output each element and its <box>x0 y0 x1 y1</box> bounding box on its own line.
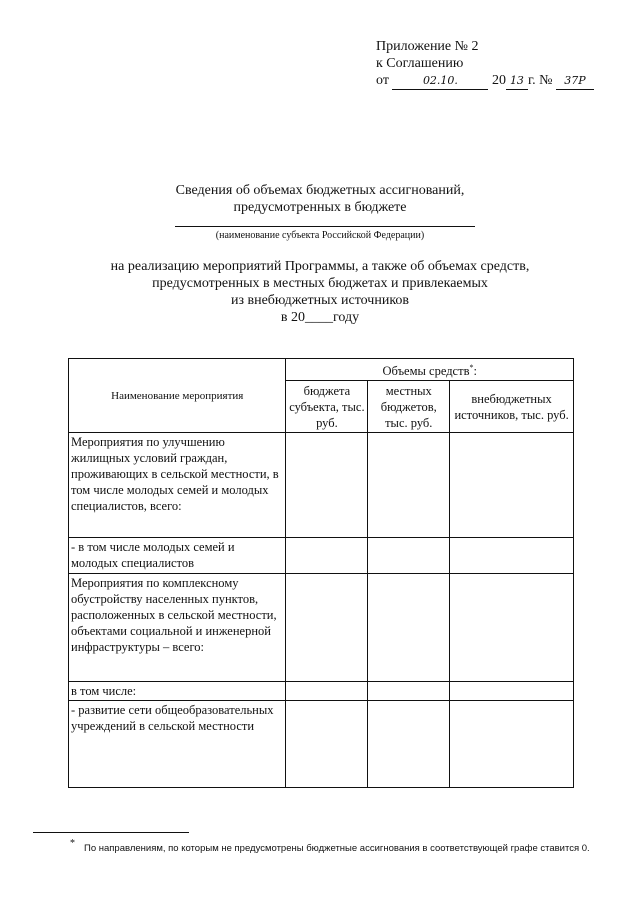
number-handwritten: 37Р <box>556 75 594 90</box>
subject-underline <box>175 226 475 227</box>
year-handwritten: 13 <box>506 75 528 90</box>
funding-table <box>68 358 574 788</box>
title-line2: предусмотренных в бюджете <box>233 200 407 215</box>
table-row <box>69 701 574 788</box>
year-prefix: 20 <box>491 73 506 88</box>
header-regional-budget: бюджета субъекта, тыс. руб. <box>286 381 368 433</box>
table-cell <box>368 574 450 682</box>
appendix-line1: Приложение № 2 <box>376 39 479 54</box>
title-line5: из внебюджетных источников <box>230 293 410 308</box>
table-cell <box>368 538 450 574</box>
table-cell <box>450 574 574 682</box>
table-row <box>69 538 574 574</box>
footnote-text: По направлениям, по которым не предусмотрены бюджетные ассигнования в соответствующей графе ставится 0. <box>84 843 590 854</box>
year-suffix: г. № <box>527 73 553 88</box>
footnote-mark: * <box>70 838 75 849</box>
table-cell <box>368 433 450 538</box>
table-cell <box>286 574 368 682</box>
row-label: - в том числе молодых семей и молодых специалистов <box>69 538 286 574</box>
title-line3: на реализацию мероприятий Программы, а также об объемах средств, <box>110 259 530 274</box>
header-funding-volumes <box>286 359 574 381</box>
group-header-mark: * <box>469 363 474 372</box>
group-header-text: Объемы средств <box>382 364 470 379</box>
table-cell <box>286 538 368 574</box>
date-handwritten: 02.10. <box>392 75 488 90</box>
table-cell <box>450 701 574 788</box>
row-label: Мероприятия по улучшению жилищных условий граждан, проживающих в сельской местности, в том числе молодых семей и молодых специалистов, всего: <box>69 433 286 538</box>
header-activity-name: Наименование мероприятия <box>69 359 286 433</box>
row-label: в том числе: <box>69 682 286 701</box>
title-line1: Сведения об объемах бюджетных ассигнований, <box>175 183 465 198</box>
table-row <box>69 682 574 701</box>
table-cell <box>368 701 450 788</box>
appendix-line2: к Соглашению <box>376 56 464 71</box>
year-line: в 20____году <box>280 310 360 325</box>
table-cell <box>286 433 368 538</box>
table-cell <box>286 682 368 701</box>
header-extrabudgetary: внебюджетных источников, тыс. руб. <box>450 381 574 433</box>
subject-caption: (наименование субъекта Российской Федерации) <box>215 230 425 241</box>
from-label: от <box>376 73 389 88</box>
table-row <box>69 574 574 682</box>
table-cell <box>368 682 450 701</box>
table-cell <box>450 538 574 574</box>
table-cell <box>286 701 368 788</box>
title-line4: предусмотренных в местных бюджетах и привлекаемых <box>152 276 488 291</box>
appendix-block <box>376 38 594 90</box>
group-header-colon: : <box>473 364 477 379</box>
table-cell <box>450 682 574 701</box>
header-local-budgets: местных бюджетов, тыс. руб. <box>368 381 450 433</box>
table-row <box>69 433 574 538</box>
appendix-date-line <box>376 72 594 90</box>
row-label: Мероприятия по комплексному обустройству населенных пунктов, расположенных в сельской местности, объектами социальной и инженерной инфраструктуры – всего: <box>69 574 286 682</box>
row-label: - развитие сети общеобразовательных учреждений в сельской местности <box>69 701 286 788</box>
table-cell <box>450 433 574 538</box>
footnote-separator <box>33 832 189 833</box>
